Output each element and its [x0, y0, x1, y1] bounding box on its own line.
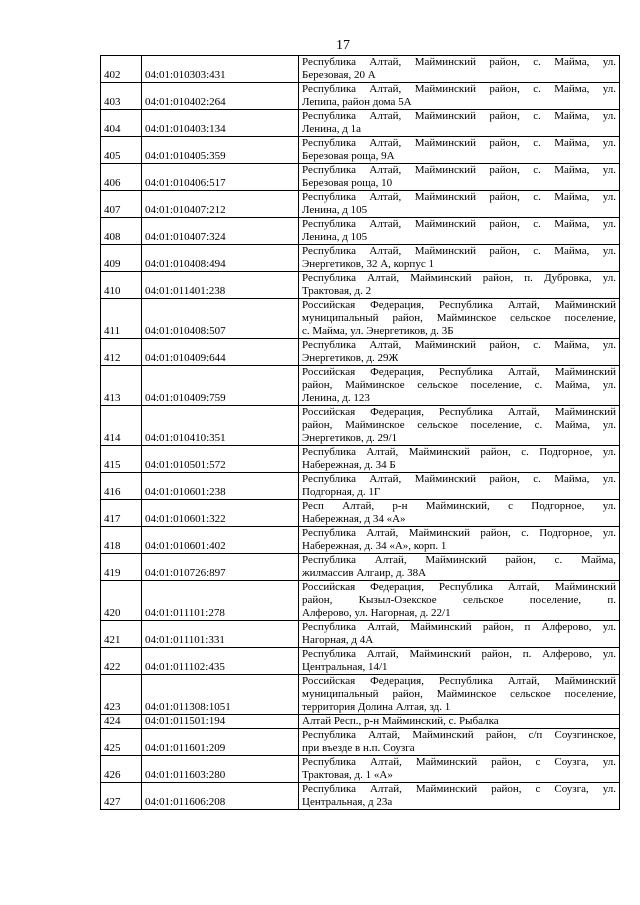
cadastral-number-cell: 04:01:010403:134 — [142, 110, 299, 137]
address-line: Республика Алтай, Майминский район, с. Майма, ул. — [302, 339, 616, 351]
cadastral-number-cell: 04:01:010601:402 — [142, 527, 299, 554]
table-row — [101, 406, 620, 446]
address-line: район, Майминское сельское поселение, с. Майма, ул. — [302, 379, 616, 391]
address-line: Российская Федерация, Республика Алтай, Майминский — [302, 299, 616, 311]
row-number-cell: 413 — [101, 366, 142, 406]
address-line: Нагорная, д 4А — [302, 634, 374, 646]
cadastral-number-cell: 04:01:010402:264 — [142, 83, 299, 110]
address-cell — [299, 137, 620, 164]
address-line: Центральная, 14/1 — [302, 661, 388, 673]
row-number-cell: 416 — [101, 473, 142, 500]
address-cell — [299, 621, 620, 648]
row-number-cell: 426 — [101, 756, 142, 783]
table-row — [101, 527, 620, 554]
cadastral-number-cell: 04:01:011101:278 — [142, 581, 299, 621]
cadastral-number-cell: 04:01:010408:494 — [142, 245, 299, 272]
address-cell — [299, 218, 620, 245]
address-line: Российская Федерация, Республика Алтай, Майминский — [302, 366, 616, 378]
address-line: Энергетиков, д. 29/1 — [302, 432, 398, 444]
row-number-cell: 411 — [101, 299, 142, 339]
address-cell — [299, 581, 620, 621]
row-number-cell: 415 — [101, 446, 142, 473]
address-line: Энергетиков, д. 29Ж — [302, 352, 399, 364]
address-cell — [299, 272, 620, 299]
address-line: Березовая роща, 9А — [302, 150, 395, 162]
row-number-cell: 409 — [101, 245, 142, 272]
table-row — [101, 473, 620, 500]
address-cell — [299, 110, 620, 137]
address-line: Трактовая, д. 2 — [302, 285, 372, 297]
table-row — [101, 245, 620, 272]
address-line: Республика Алтай, Майминский район, с. Майма, — [302, 554, 616, 566]
row-number-cell: 417 — [101, 500, 142, 527]
cadastral-number-cell: 04:01:010409:759 — [142, 366, 299, 406]
table-row — [101, 621, 620, 648]
cadastral-number-cell: 04:01:010407:324 — [142, 218, 299, 245]
address-line: Республика Алтай, Майминский район, с/п Соузгинское, — [302, 729, 616, 741]
row-number-cell: 414 — [101, 406, 142, 446]
address-cell — [299, 299, 620, 339]
cadastral-number-cell: 04:01:010408:507 — [142, 299, 299, 339]
row-number-cell: 423 — [101, 675, 142, 715]
address-cell — [299, 783, 620, 810]
row-number-cell: 406 — [101, 164, 142, 191]
row-number-cell: 421 — [101, 621, 142, 648]
address-line: Республика Алтай, Майминский район, с. Майма, ул. — [302, 218, 616, 230]
cadastral-number-cell: 04:01:010410:351 — [142, 406, 299, 446]
table-row — [101, 500, 620, 527]
address-line: жилмассив Алгаир, д. 38А — [302, 567, 427, 579]
table-row — [101, 756, 620, 783]
address-line: Респ Алтай, р-н Майминский, с Подгорное, ул. — [302, 500, 616, 512]
table-row — [101, 164, 620, 191]
address-line: Российская Федерация, Республика Алтай, Майминский — [302, 581, 616, 593]
cadastral-number-cell: 04:01:011603:280 — [142, 756, 299, 783]
address-line: Республика Алтай, Майминский район, п. Алферово, ул. — [302, 648, 616, 660]
address-cell — [299, 446, 620, 473]
row-number-cell: 407 — [101, 191, 142, 218]
table-row — [101, 715, 620, 729]
address-cell — [299, 339, 620, 366]
cadastral-number-cell: 04:01:010405:359 — [142, 137, 299, 164]
address-line: Республика Алтай, Майминский район, с. Майма, ул. — [302, 473, 616, 485]
address-line: Энергетиков, 32 А, корпус 1 — [302, 258, 434, 270]
address-line: район, Майминское сельское поселение, с. Майма, ул. — [302, 419, 616, 431]
address-line: Республика Алтай, Майминский район, с Соузга, ул. — [302, 756, 616, 768]
cadastral-number-cell: 04:01:010601:322 — [142, 500, 299, 527]
page-number: 17 — [336, 38, 350, 53]
row-number-cell: 425 — [101, 729, 142, 756]
table-row — [101, 648, 620, 675]
address-line: Республика Алтай, Майминский район, с. Майма, ул. — [302, 191, 616, 203]
cadastral-number-cell: 04:01:011601:209 — [142, 729, 299, 756]
table-row — [101, 675, 620, 715]
address-line: Центральная, д 23а — [302, 796, 393, 808]
row-number-cell: 418 — [101, 527, 142, 554]
table-row — [101, 191, 620, 218]
address-line: Республика Алтай, Майминский район, п Алферово, ул. — [302, 621, 616, 633]
address-line: Республика Алтай, Майминский район, с. Майма, ул. — [302, 56, 616, 68]
cadastral-number-cell: 04:01:011308:1051 — [142, 675, 299, 715]
registry-table — [100, 55, 620, 810]
address-line: Республика Алтай, Майминский район, п. Дубровка, ул. — [302, 272, 616, 284]
row-number-cell: 410 — [101, 272, 142, 299]
address-line: муниципальный район, Майминское сельское поселение, — [302, 312, 616, 324]
address-line: Ленина, д 105 — [302, 231, 368, 243]
address-line: Ленина, д 105 — [302, 204, 368, 216]
address-cell — [299, 756, 620, 783]
table-row — [101, 56, 620, 83]
address-line: Набережная, д. 34 «А», корп. 1 — [302, 540, 447, 552]
table-row — [101, 554, 620, 581]
row-number-cell: 424 — [101, 715, 142, 729]
address-line: Республика Алтай, Майминский район, с Соузга, ул. — [302, 783, 616, 795]
row-number-cell: 427 — [101, 783, 142, 810]
row-number-cell: 422 — [101, 648, 142, 675]
address-line: Трактовая, д. 1 «А» — [302, 769, 393, 781]
address-line: с. Майма, ул. Энергетиков, д. 3Б — [302, 325, 454, 337]
cadastral-number-cell: 04:01:011102:435 — [142, 648, 299, 675]
cadastral-number-cell: 04:01:010501:572 — [142, 446, 299, 473]
address-line: Набережная, д 34 «А» — [302, 513, 406, 525]
address-cell — [299, 715, 620, 729]
registry-table-body — [101, 56, 620, 810]
row-number-cell: 405 — [101, 137, 142, 164]
address-cell — [299, 473, 620, 500]
address-cell — [299, 729, 620, 756]
table-row — [101, 137, 620, 164]
address-line: Республика Алтай, Майминский район, с. Подгорное, ул. — [302, 446, 616, 458]
address-line: Алтай Респ., р-н Майминский, с. Рыбалка — [302, 715, 499, 727]
address-cell — [299, 554, 620, 581]
address-line: Республика Алтай, Майминский район, с. Майма, ул. — [302, 164, 616, 176]
address-line: Российская Федерация, Республика Алтай, Майминский — [302, 675, 616, 687]
address-cell — [299, 648, 620, 675]
row-number-cell: 408 — [101, 218, 142, 245]
address-line: Республика Алтай, Майминский район, с. Майма, ул. — [302, 137, 616, 149]
row-number-cell: 419 — [101, 554, 142, 581]
cadastral-number-cell: 04:01:010409:644 — [142, 339, 299, 366]
table-row — [101, 83, 620, 110]
address-line: Березовая роща, 10 — [302, 177, 393, 189]
address-line: Республика Алтай, Майминский район, с. Подгорное, ул. — [302, 527, 616, 539]
table-row — [101, 110, 620, 137]
cadastral-number-cell: 04:01:010303:431 — [142, 56, 299, 83]
address-cell — [299, 191, 620, 218]
table-row — [101, 581, 620, 621]
cadastral-number-cell: 04:01:011101:331 — [142, 621, 299, 648]
cadastral-number-cell: 04:01:010407:212 — [142, 191, 299, 218]
address-line: территория Долина Алтая, зд. 1 — [302, 701, 451, 713]
address-line: Ленина, д. 123 — [302, 392, 370, 404]
cadastral-number-cell: 04:01:010726:897 — [142, 554, 299, 581]
address-line: Алферово, ул. Нагорная, д. 22/1 — [302, 607, 451, 619]
address-line: Набережная, д. 34 Б — [302, 459, 396, 471]
address-cell — [299, 366, 620, 406]
table-row — [101, 299, 620, 339]
address-line: Республика Алтай, Майминский район, с. Майма, ул. — [302, 83, 616, 95]
address-cell — [299, 406, 620, 446]
cadastral-number-cell: 04:01:010601:238 — [142, 473, 299, 500]
address-line: Березовая, 20 А — [302, 69, 376, 81]
row-number-cell: 420 — [101, 581, 142, 621]
address-line: Лепипа, район дома 5А — [302, 96, 412, 108]
row-number-cell: 404 — [101, 110, 142, 137]
address-line: Подгорная, д. 1Г — [302, 486, 381, 498]
address-line: район, Кызыл-Озекское сельское поселение, п. — [302, 594, 616, 606]
cadastral-number-cell: 04:01:011401:238 — [142, 272, 299, 299]
address-cell — [299, 164, 620, 191]
table-row — [101, 729, 620, 756]
cadastral-number-cell: 04:01:011606:208 — [142, 783, 299, 810]
address-cell — [299, 56, 620, 83]
address-line: Республика Алтай, Майминский район, с. Майма, ул. — [302, 110, 616, 122]
address-cell — [299, 245, 620, 272]
table-row — [101, 366, 620, 406]
address-cell — [299, 500, 620, 527]
row-number-cell: 403 — [101, 83, 142, 110]
address-cell — [299, 83, 620, 110]
address-line: Ленина, д 1а — [302, 123, 362, 135]
cadastral-number-cell: 04:01:011501:194 — [142, 715, 299, 729]
cadastral-number-cell: 04:01:010406:517 — [142, 164, 299, 191]
address-line: Российская Федерация, Республика Алтай, Майминский — [302, 406, 616, 418]
table-row — [101, 783, 620, 810]
address-line: муниципальный район, Майминское сельское поселение, — [302, 688, 616, 700]
row-number-cell: 402 — [101, 56, 142, 83]
row-number-cell: 412 — [101, 339, 142, 366]
table-row — [101, 339, 620, 366]
address-line: при въезде в н.п. Соузга — [302, 742, 415, 754]
table-row — [101, 218, 620, 245]
address-line: Республика Алтай, Майминский район, с. Майма, ул. — [302, 245, 616, 257]
address-cell — [299, 675, 620, 715]
table-row — [101, 446, 620, 473]
address-cell — [299, 527, 620, 554]
table-row — [101, 272, 620, 299]
